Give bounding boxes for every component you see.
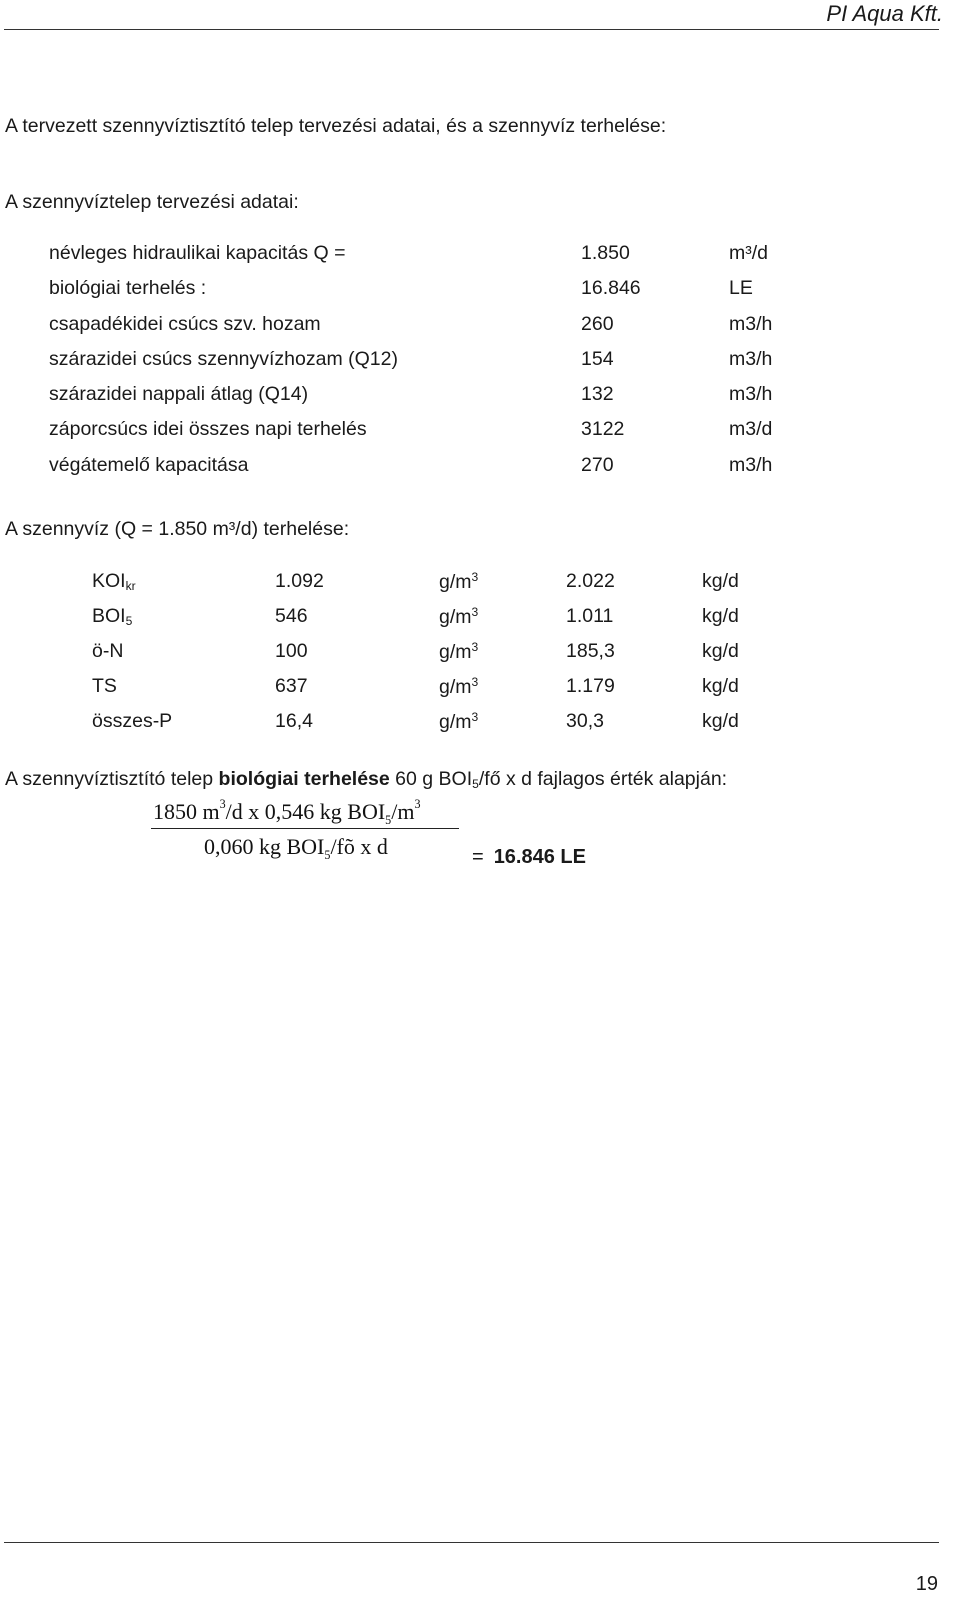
design-row (0, 348, 960, 378)
fraction-bar (151, 828, 459, 829)
concentration-unit: $g/m^3$ (439, 710, 479, 733)
design-value: 260 (581, 313, 614, 335)
design-unit: m3/h (729, 454, 773, 476)
page-number: 19 (915, 1573, 938, 1595)
design-value: 270 (581, 454, 614, 476)
design-unit: m3/h (729, 313, 773, 335)
fraction-denominator: 0,060 kg $BOI_5/fõ$ x d (204, 834, 388, 862)
design-heading: A szennyvíztelep tervezési adatai: (5, 191, 299, 213)
design-value: 3122 (581, 418, 625, 440)
equals-sign: = (472, 846, 484, 868)
design-label: névleges hidraulikai kapacitás Q = (49, 242, 346, 264)
load-row (0, 570, 960, 600)
concentration-unit: $g/m^3$ (439, 675, 479, 698)
design-unit: LE (729, 277, 753, 299)
load-row (0, 605, 960, 635)
design-label: szárazidei nappali átlag (Q14) (49, 383, 309, 405)
design-value: 132 (581, 383, 614, 405)
design-row (0, 418, 960, 448)
design-row (0, 383, 960, 413)
load-parameter: $BOI_5$ (92, 605, 133, 628)
footer-divider (4, 1542, 939, 1543)
load-value: 1.179 (566, 675, 615, 697)
load-unit: kg/d (702, 570, 739, 592)
load-row (0, 710, 960, 740)
load-value: 185,3 (566, 640, 615, 662)
design-value: 154 (581, 348, 614, 370)
load-value: 1.011 (566, 605, 614, 627)
load-unit: kg/d (702, 710, 739, 732)
load-concentration: 637 (275, 675, 308, 697)
design-row (0, 454, 960, 484)
calculation-result (472, 846, 586, 869)
load-concentration: 1.092 (275, 570, 324, 592)
design-row (0, 242, 960, 272)
company-name: PI Aqua Kft. (826, 1, 943, 26)
result-value: 16.846 LE (493, 846, 586, 868)
design-unit: m3/h (729, 348, 773, 370)
load-parameter: összes-P (92, 710, 173, 732)
calculation-intro: A szennyvíztisztító telep biológiai terhelése 60 g $BOI_5/fő$ x d fajlagos érték alapján: (5, 768, 728, 791)
load-parameter: TS (92, 675, 117, 697)
design-unit: m3/d (729, 418, 773, 440)
design-row (0, 313, 960, 343)
design-label: szárazidei csúcs szennyvízhozam (Q12) (49, 348, 398, 370)
concentration-unit: $g/m^3$ (439, 570, 479, 593)
load-unit: kg/d (702, 640, 739, 662)
load-value: 2.022 (566, 570, 615, 592)
concentration-unit: $g/m^3$ (439, 605, 479, 628)
design-unit: m3/h (729, 383, 773, 405)
design-value: 16.846 (581, 277, 641, 299)
load-row (0, 640, 960, 670)
design-value: 1.850 (581, 242, 630, 264)
load-concentration: 546 (275, 605, 308, 627)
design-unit: m³/d (729, 242, 768, 264)
load-concentration: 100 (275, 640, 308, 662)
load-unit: kg/d (702, 675, 739, 697)
load-heading: A szennyvíz (Q = 1.850 m³/d) terhelése: (5, 518, 350, 540)
design-row (0, 277, 960, 307)
load-parameter: $KOI_{kr}$ (92, 570, 136, 593)
fraction-numerator: 1850 $m^3/d$ x 0,546 kg $BOI_5/m^3$ (153, 797, 421, 827)
load-value: 30,3 (566, 710, 604, 732)
concentration-unit: $g/m^3$ (439, 640, 479, 663)
design-label: záporcsúcs idei összes napi terhelés (49, 418, 367, 440)
design-label: végátemelő kapacitása (49, 454, 249, 476)
design-label: biológiai terhelés : (49, 277, 207, 299)
main-heading: A tervezett szennyvíztisztító telep tervezési adatai, és a szennyvíz terhelése: (5, 115, 667, 137)
load-concentration: 16,4 (275, 710, 313, 732)
load-row (0, 675, 960, 705)
header-divider (4, 29, 939, 30)
load-parameter: ö-N (92, 640, 124, 662)
design-label: csapadékidei csúcs szv. hozam (49, 313, 321, 335)
load-unit: kg/d (702, 605, 739, 627)
